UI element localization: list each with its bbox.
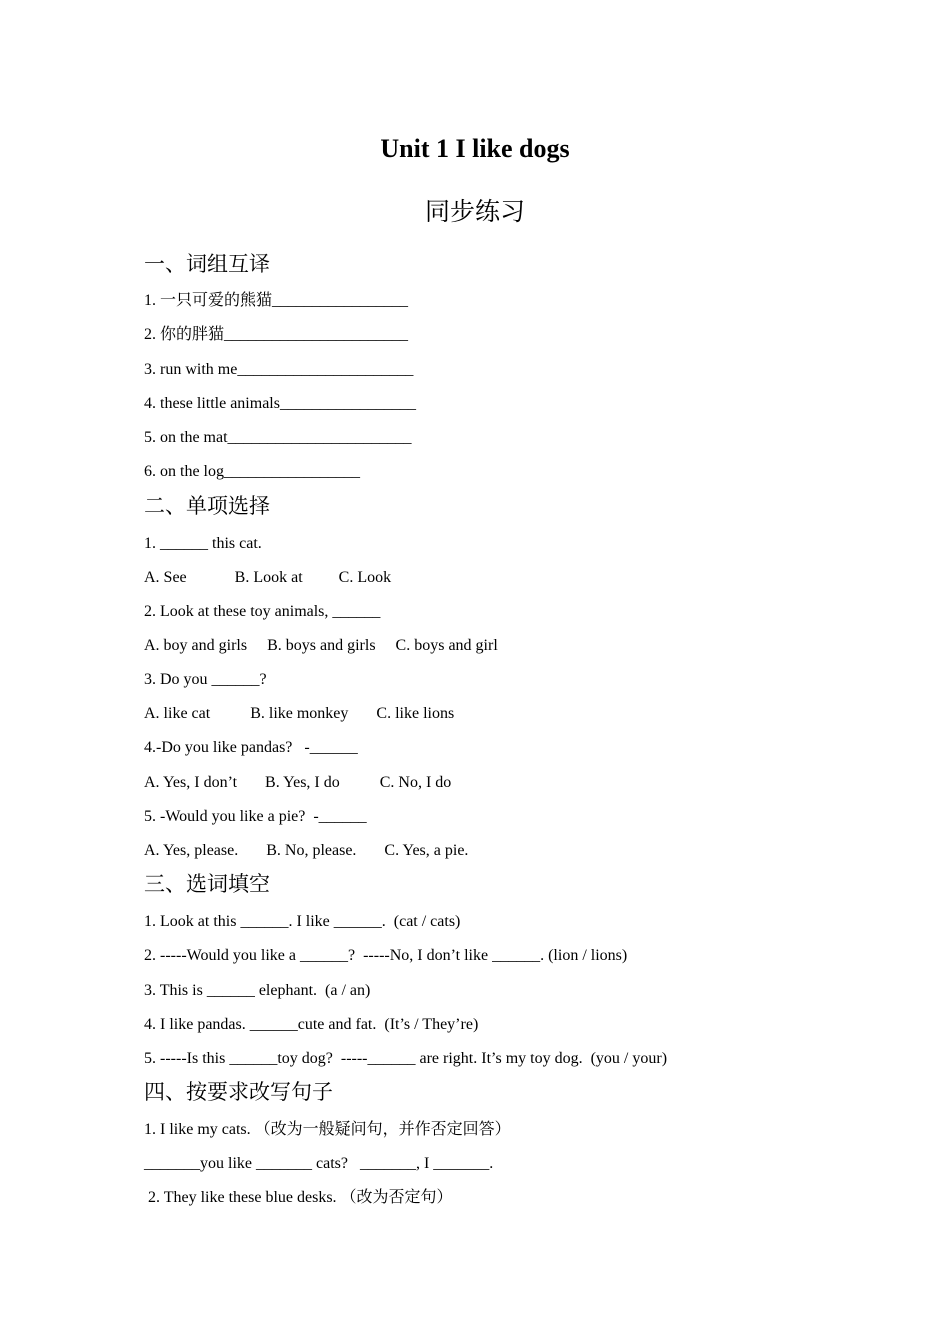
- page-title: Unit 1 I like dogs: [380, 134, 570, 163]
- exercise-line: 1. I like my cats. （改为一般疑问句，并作否定回答）: [144, 1121, 511, 1138]
- exercise-line: 5. -Would you like a pie? -______: [144, 808, 367, 825]
- exercise-line: 2. 你的胖猫_______________________: [144, 326, 409, 343]
- page-subtitle: 同步练习: [424, 199, 525, 226]
- exercise-line: 4. these little animals_________________: [144, 395, 416, 412]
- exercise-line: 2. They like these blue desks. （改为否定句）: [144, 1189, 453, 1206]
- exercise-line: 3. This is ______ elephant. (a / an): [144, 982, 371, 999]
- exercise-line: 4. I like pandas. ______cute and fat. (It’s / They’re): [144, 1016, 479, 1033]
- exercise-line: 1. 一只可爱的熊猫_________________: [144, 292, 409, 309]
- exercise-line: 3. Do you ______?: [144, 671, 267, 688]
- exercise-line: 5. -----Is this ______toy dog? -----______ are right. It’s my toy dog. (you / your): [144, 1050, 668, 1067]
- exercise-line: 4.-Do you like pandas? -______: [144, 739, 358, 756]
- exercise-line: 3. run with me______________________: [144, 361, 414, 378]
- answer-options: A. Yes, I don’t B. Yes, I do C. No, I do: [144, 774, 452, 791]
- section-heading-multiple-choice: 二、单项选择: [144, 494, 270, 518]
- exercise-line: 5. on the mat_______________________: [144, 429, 412, 446]
- exercise-line: 1. ______ this cat.: [144, 535, 262, 552]
- section-heading-fill-in-words: 三、选词填空: [144, 872, 270, 896]
- answer-options: A. boy and girls B. boys and girls C. boys and girl: [144, 637, 498, 654]
- exercise-line: 2. Look at these toy animals, ______: [144, 603, 381, 620]
- exercise-line: 6. on the log_________________: [144, 463, 360, 480]
- answer-options: A. Yes, please. B. No, please. C. Yes, a pie.: [144, 842, 469, 859]
- exercise-line: 1. Look at this ______. I like ______. (cat / cats): [144, 913, 461, 930]
- exercise-line: 2. -----Would you like a ______? -----No, I don’t like ______. (lion / lions): [144, 947, 628, 964]
- answer-options: A. like cat B. like monkey C. like lions: [144, 705, 455, 722]
- section-heading-phrase-translation: 一、词组互译: [144, 252, 270, 276]
- section-heading-rewrite-sentences: 四、按要求改写句子: [144, 1080, 333, 1104]
- exercise-line: _______you like _______ cats? _______, I _______.: [144, 1155, 494, 1172]
- answer-options: A. See B. Look at C. Look: [144, 569, 392, 586]
